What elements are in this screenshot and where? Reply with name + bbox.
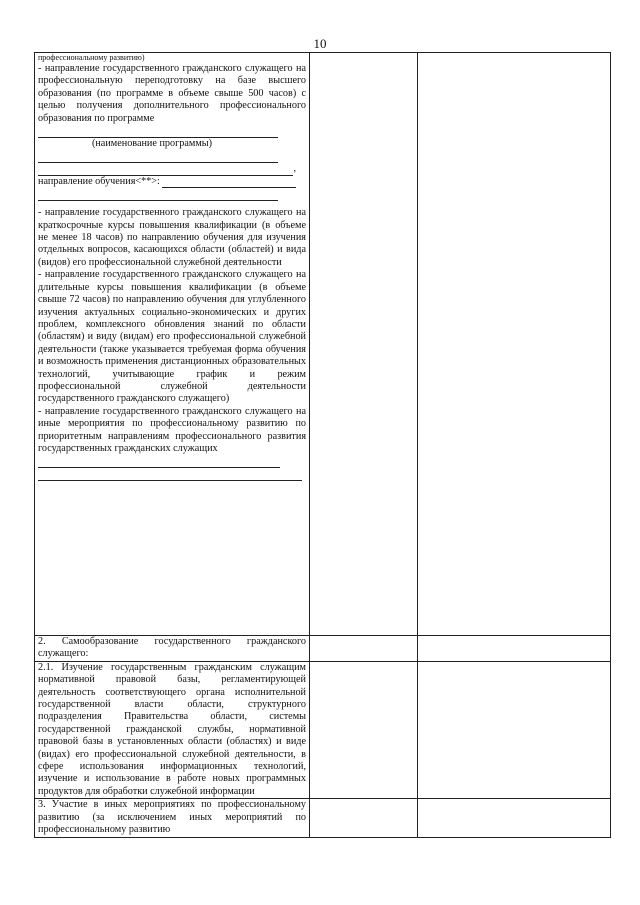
empty-cell bbox=[310, 661, 418, 798]
item-long-courses: - направление государственного гражданского служащего на длительные курсы повышения квалификации (в объеме свыше 72 часов) по направлению обучения для углубленного изучения актуальных социально-экономических и других проблем, комплексного обновления знаний по области (областям) и виду (видам) его профессиональной служебной деятельности (также указывается требуемая форма обучения и возможность применения дистанционных образовательных технологий, учитывающие график и режим профессиональной служебной деятельности государственного гражданского служащего) bbox=[38, 269, 306, 405]
other-events-cell: 3. Участие в иных мероприятиях по профессиональному развитию (за исключением иных мероприятий по профессиональному развитию bbox=[35, 799, 310, 837]
program-name-label: (наименование программы) bbox=[91, 138, 213, 150]
blank-line bbox=[38, 150, 278, 163]
item-short-courses: - направление государственного гражданского служащего на краткосрочные курсы повышения квалификации (в объеме не менее 18 часов) по направлению обучения для изучения отдельных вопросов, касающихся области (областей) и вида (видов) его профессиональной служебной деятельности bbox=[38, 207, 306, 268]
table-row bbox=[35, 661, 611, 798]
item-retraining: - направление государственного гражданского служащего на профессиональную переподготовку на базе высшего образования (по программе в объеме свыше 500 часов) с целью получения дополнительного профессионального образования по программе bbox=[38, 63, 306, 124]
direction-label: направление обучения<**>: bbox=[38, 175, 160, 187]
continued-caption: профессиональному развитию) bbox=[38, 53, 145, 62]
table-row bbox=[35, 53, 611, 636]
item-other-events: - направление государственного гражданского служащего на иные мероприятия по профессиональному развитию по приоритетным направлениям профессионального развития государственных гражданских служащих bbox=[38, 405, 306, 454]
blank-line bbox=[38, 125, 278, 138]
self-education-item-cell: 2.1. Изучение государственным гражданским служащим нормативной правовой базы, регламентирующей деятельность соответствующего органа исполнительной государственной власти области, структурного подразделения Правительства области, системы государственной гражданской службы, нормативной правовой базы в установленных области (областях) и виде (видах) его профессиональной служебной деятельности, в сфере использования информационных технологий, изучение и использование в работе новых программных продуктов для обработки служебной информации bbox=[35, 661, 310, 798]
blank-line bbox=[38, 166, 293, 176]
blank-line bbox=[38, 468, 302, 481]
empty-cell bbox=[418, 636, 611, 662]
self-education-cell: 2. Самообразование государственного гражданского служащего: bbox=[35, 636, 310, 662]
table-row bbox=[35, 636, 611, 662]
empty-cell bbox=[418, 661, 611, 798]
development-plan-table bbox=[34, 52, 611, 838]
empty-cell bbox=[310, 53, 418, 636]
empty-cell bbox=[310, 799, 418, 837]
blank-line bbox=[162, 178, 296, 188]
comma-mark: , bbox=[293, 163, 296, 175]
empty-cell bbox=[418, 53, 611, 636]
empty-cell bbox=[310, 636, 418, 662]
empty-cell bbox=[418, 799, 611, 837]
page-number: 10 bbox=[313, 36, 327, 51]
measures-cell bbox=[35, 53, 310, 636]
blank-line bbox=[38, 188, 278, 201]
table-row bbox=[35, 799, 611, 837]
blank-line bbox=[38, 455, 280, 468]
